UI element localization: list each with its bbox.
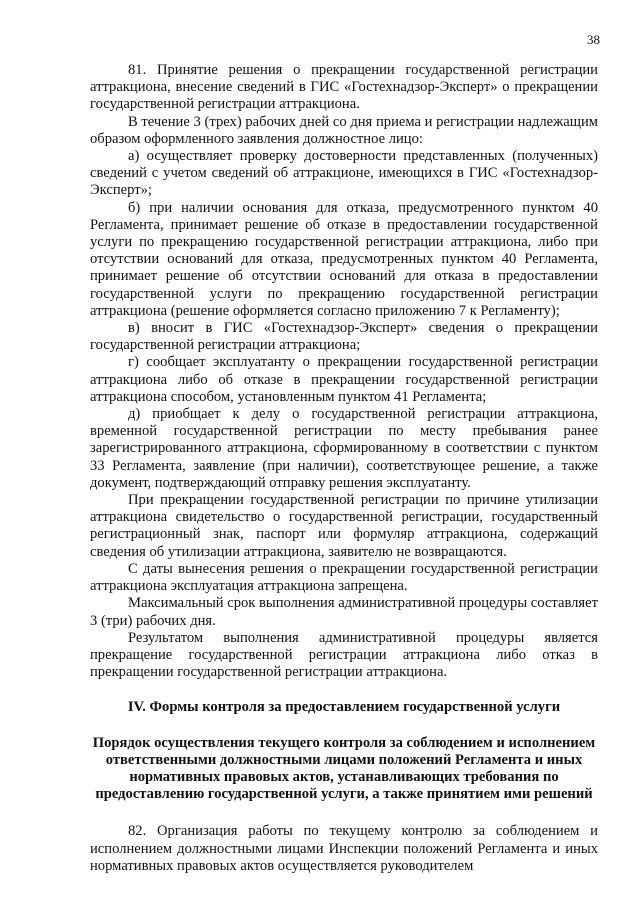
page-body: [90, 62, 598, 875]
list-item-g: г) сообщает эксплуатанту о прекращении государственной регистрации аттракциона либо об отказе в прекращении государственной регистрации аттракциона способом, установленным пунктом 41 Регламента;: [90, 354, 598, 405]
paragraph-utilization: При прекращении государственной регистрации по причине утилизации аттракциона свидетельство о государственной регистрации, государственный регистрационный знак, паспорт или формуляр аттракциона, содержащий сведения об утилизации аттракциона, заявителю не возвращаются.: [90, 492, 598, 560]
paragraph-result: Результатом выполнения административной процедуры является прекращение государственной регистрации аттракциона либо отказ в прекращении государственной регистрации аттракциона.: [90, 629, 598, 681]
paragraph-deadline: В течение 3 (трех) рабочих дней со дня приема и регистрации надлежащим образом оформленного заявления должностное лицо:: [90, 113, 598, 147]
paragraph-max-term: Максимальный срок выполнения административной процедуры составляет 3 (три) рабочих дня.: [90, 595, 598, 629]
list-item-b: б) при наличии основания для отказа, предусмотренного пунктом 40 Регламента, принимает решение об отказе в предоставлении государственной услуги по прекращению государственной регистрации аттракциона, либо при отсутствии оснований для отказа, предусмотренных пунктом 40 Регламента, принимает решение об отсутствии оснований для отказа в предоставлении государственной услуги по прекращению государственной регистрации аттракциона (решение оформляется согласно приложению 7 к Регламенту);: [90, 199, 598, 319]
paragraph-82: 82. Организация работы по текущему контролю за соблюдением и исполнением должностными лицами Инспекции положений Регламента и иных нормативных правовых актов осуществляется руководителем: [90, 823, 598, 874]
list-item-d: д) приобщает к делу о государственной регистрации аттракциона, временной государственной регистрации по месту пребывания ранее зарегистрированного аттракциона, сформированному в соответствии с пунктом 33 Регламента, заявление (при наличии), соответствующее решение, а также документ, подтверждающий отправку решения эксплуатанту.: [90, 406, 598, 491]
sub-heading: Порядок осуществления текущего контроля за соблюдением и исполнением ответственными должностными лицами положений Регламента и иных нормативных правовых актов, устанавливающих требования по предоставлению государственной услуги, а также принятием ими решений: [92, 734, 596, 803]
paragraph-81: 81. Принятие решения о прекращении государственной регистрации аттракциона, внесение сведений в ГИС «Гостехнадзор-Эксперт» о прекращении государственной регистрации аттракциона.: [90, 62, 598, 113]
section-heading: IV. Формы контроля за предоставлением государственной услуги: [127, 699, 561, 716]
list-item-a: а) осуществляет проверку достоверности представленных (полученных) сведений с учетом сведений об аттракционе, имеющихся в ГИС «Гостехнадзор-Эксперт»;: [90, 148, 598, 199]
list-item-v: в) вносит в ГИС «Гостехнадзор-Эксперт» сведения о прекращении государственной регистрации аттракциона;: [90, 320, 598, 354]
page-number: 38: [587, 32, 600, 47]
paragraph-prohibition: С даты вынесения решения о прекращении государственной регистрации аттракциона эксплуатация аттракциона запрещена.: [90, 560, 598, 595]
